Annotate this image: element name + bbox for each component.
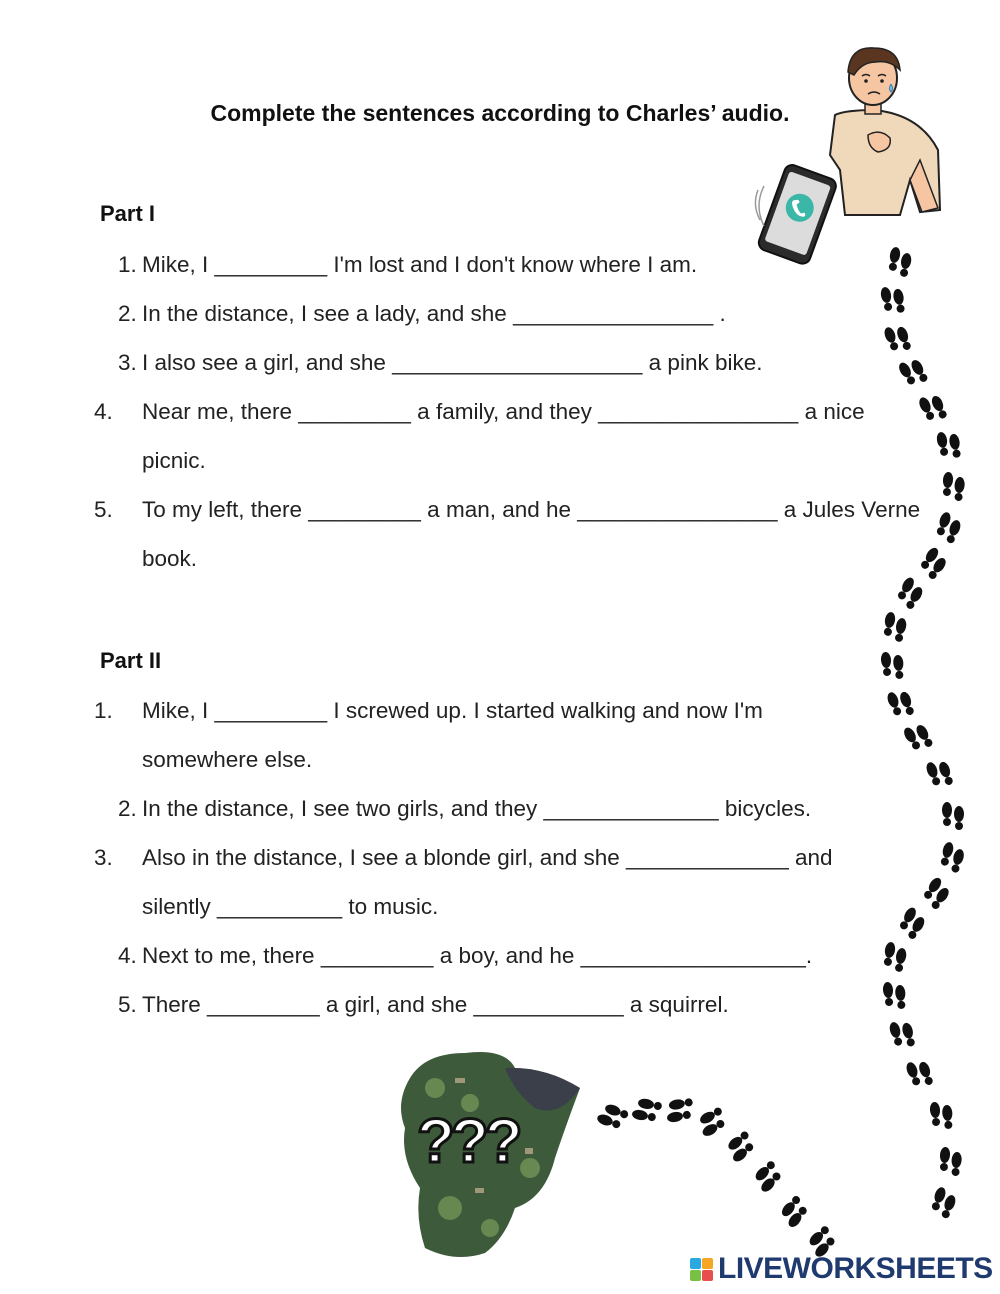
question-number: 1. [118,252,137,277]
worksheet-title: Complete the sentences according to Charles’ audio. [210,100,790,126]
question-number: 5. [94,497,113,522]
part-1-heading: Part I [100,201,156,226]
question-number: 4. [118,943,137,968]
question-text: Near me, there _________ a family, and they ________________ a nice picnic. [142,399,865,473]
question-number: 3. [94,845,113,870]
question-text: There _________ a girl, and she ____________ a squirrel. [142,992,729,1017]
question-number: 2. [118,301,137,326]
liveworksheets-logo-icon [690,1258,714,1282]
question-text: In the distance, I see two girls, and they ______________ bicycles. [142,796,812,821]
question-marks-overlay: ??? [417,1107,519,1176]
footprints-trail-decoration [590,235,990,1285]
park-map-image [395,1048,590,1263]
question-text: I also see a girl, and she ____________________ a pink bike. [142,350,763,375]
question-text: In the distance, I see a lady, and she ________________ . [142,301,726,326]
question-text: Mike, I _________ I screwed up. I started walking and now I'm somewhere else. [142,698,763,772]
question-number: 5. [118,992,137,1017]
part-2-heading: Part II [100,648,162,673]
question-text: To my left, there _________ a man, and he ________________ a Jules Verne book. [142,497,921,571]
question-number: 4. [94,399,113,424]
liveworksheets-brand: LIVEWORKSHEETS [718,1252,993,1285]
question-number: 2. [118,796,137,821]
question-number: 3. [118,350,137,375]
question-number: 1. [94,698,113,723]
question-text: Mike, I _________ I'm lost and I don't know where I am. [142,252,698,277]
question-text: Next to me, there _________ a boy, and he __________________. [142,943,813,968]
question-text: Also in the distance, I see a blonde girl, and she _____________ and silently __________ to music. [142,845,833,919]
